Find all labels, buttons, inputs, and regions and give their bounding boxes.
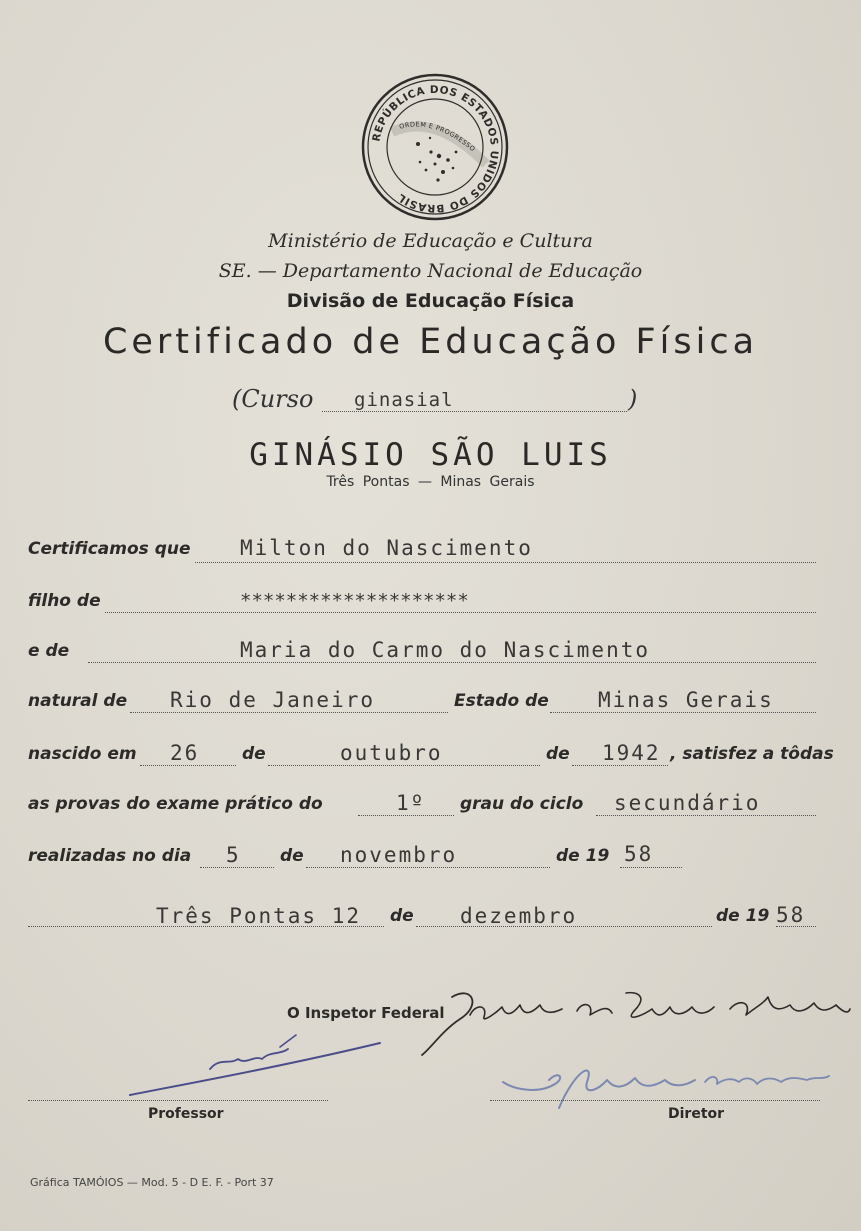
school-state: Minas Gerais	[440, 474, 535, 490]
born-month-dotted-line	[268, 765, 540, 766]
exams-label: as provas do exame prático do	[28, 794, 323, 814]
student-dotted-line	[195, 562, 816, 563]
seal-outer-text: REPÚBLICA DOS ESTADOS UNIDOS DO BRASIL	[370, 83, 501, 215]
director-label: Diretor	[668, 1106, 725, 1122]
and-label: e de	[28, 641, 70, 661]
cycle-label: grau do ciclo	[460, 794, 584, 814]
place-of-label-2: de 19	[716, 906, 770, 926]
school-name: GINÁSIO SÃO LUIS	[249, 437, 612, 473]
professor-label: Professor	[148, 1106, 224, 1122]
professor-signature	[120, 1025, 420, 1105]
student-name: Milton do Nascimento	[240, 536, 533, 560]
born-month: outubro	[340, 741, 443, 765]
grade-value: 1º	[396, 791, 426, 815]
exam-of-label-1: de	[280, 846, 304, 866]
course-open: (Curso	[232, 385, 314, 413]
exam-of-label-2: de 19	[556, 846, 610, 866]
seal-motto: ORDEM E PROGRESSO	[398, 120, 477, 154]
born-year: 1942	[602, 741, 661, 765]
division-line: Divisão de Educação Física	[286, 290, 575, 312]
native-label: natural de	[28, 691, 128, 711]
son-of-label: filho de	[28, 591, 101, 611]
professor-dotted-line	[28, 1100, 328, 1101]
exam-year-suffix: 58	[624, 842, 654, 866]
place-of-label-1: de	[390, 906, 414, 926]
exam-month-dotted-line	[306, 867, 550, 868]
born-label: nascido em	[28, 744, 137, 764]
director-signature	[495, 1050, 835, 1120]
place-and-day: Três Pontas 12	[156, 904, 362, 928]
director-dotted-line	[490, 1100, 820, 1101]
mother-dotted-line	[88, 662, 816, 663]
born-of-label-2: de	[546, 744, 570, 764]
mother-name: Maria do Carmo do Nascimento	[240, 638, 651, 662]
satisfied-label: , satisfez a tôdas	[670, 744, 834, 764]
printer-footer: Gráfica TAMÓIOS — Mod. 5 - D E. F. - Port 37	[30, 1176, 274, 1189]
course-value: ginasial	[354, 389, 454, 411]
exam-month: novembro	[340, 843, 458, 867]
cycle-dotted-line	[596, 815, 816, 816]
inspector-label: O Inspetor Federal	[287, 1004, 445, 1022]
born-year-dotted-line	[572, 765, 668, 766]
course-dotted-line	[322, 411, 627, 412]
state-dotted-line	[550, 712, 816, 713]
school-city: Três Pontas	[326, 474, 410, 490]
exam-year-dotted-line	[620, 867, 682, 868]
state-value: Minas Gerais	[598, 688, 774, 712]
grade-dotted-line	[358, 815, 454, 816]
exam-day: 5	[226, 843, 241, 867]
certificate-title: Certificado de Educação Física	[102, 322, 759, 362]
school-location	[0, 474, 861, 490]
born-day: 26	[170, 741, 200, 765]
held-label: realizadas no dia	[28, 846, 192, 866]
ministry-line: Ministério de Educação e Cultura	[268, 230, 593, 252]
department-line: SE. — Departamento Nacional de Educação	[218, 260, 643, 282]
state-label: Estado de	[454, 691, 549, 711]
course-close: )	[628, 385, 638, 413]
native-city: Rio de Janeiro	[170, 688, 376, 712]
exam-day-dotted-line	[200, 867, 274, 868]
seal-stars	[416, 137, 457, 182]
father-name-redacted: ********************	[240, 590, 469, 612]
born-of-label-1: de	[242, 744, 266, 764]
date-year-suffix: 58	[776, 903, 806, 927]
date-month: dezembro	[460, 904, 578, 928]
cycle-value: secundário	[614, 791, 761, 815]
native-dotted-line	[130, 712, 448, 713]
certify-label: Certificamos que	[28, 539, 191, 559]
father-dotted-line	[105, 612, 816, 613]
born-day-dotted-line	[140, 765, 236, 766]
coat-of-arms-seal	[358, 72, 512, 222]
school-dash: —	[417, 474, 432, 490]
